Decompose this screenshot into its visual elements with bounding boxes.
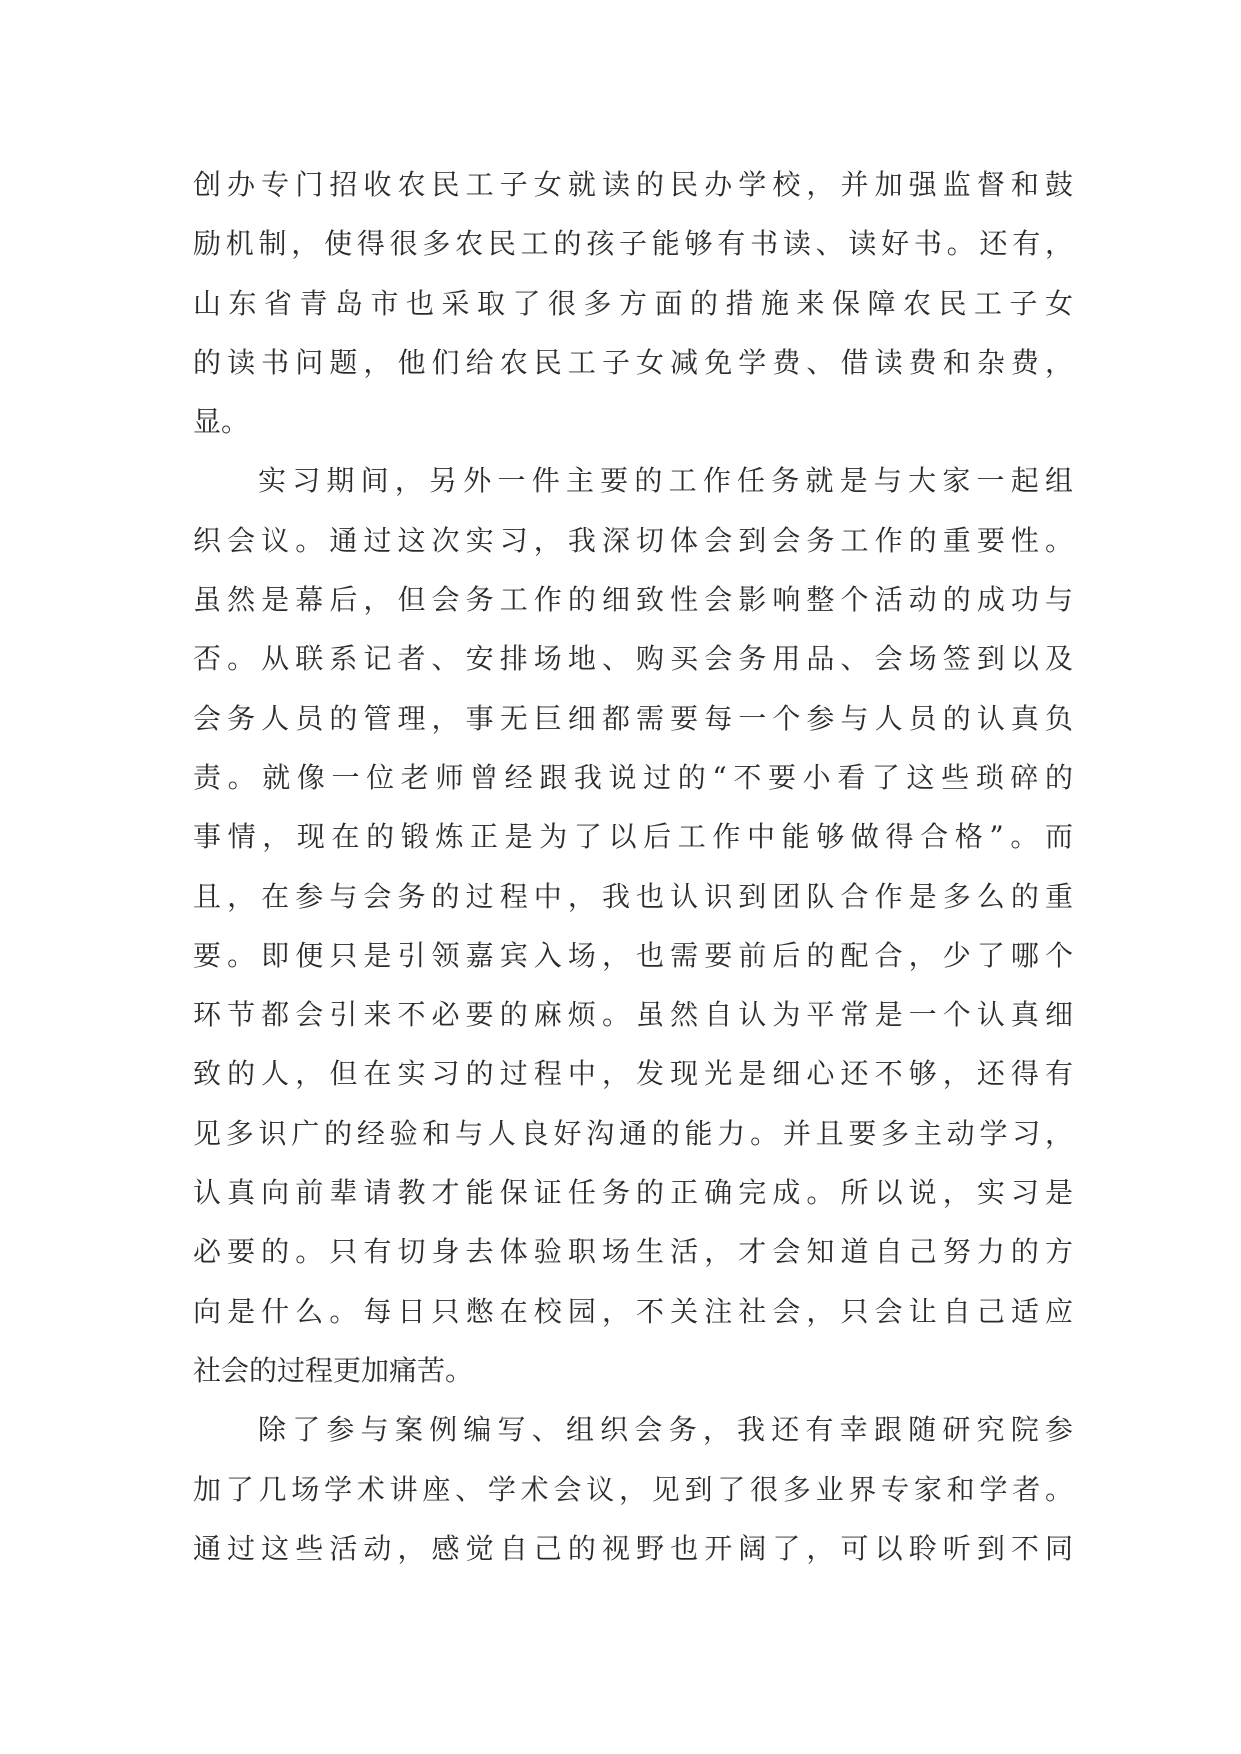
text-line: 织会议。通过这次实习，我深切体会到会务工作的重要性。: [193, 523, 1073, 557]
text-line: 要。即便只是引领嘉宾入场，也需要前后的配合，少了哪个: [193, 938, 1073, 972]
text-line: 的读书问题，他们给农民工子女减免学费、借读费和杂费，: [193, 345, 1073, 379]
text-line: 环节都会引来不必要的麻烦。虽然自认为平常是一个认真细: [193, 998, 1073, 1032]
text-line: 实习期间，另外一件主要的工作任务就是与大家一起组: [258, 464, 1073, 498]
paragraph-1: [193, 155, 1073, 451]
text-line: 事情，现在的锻炼正是为了以后工作中能够做得合格”。而: [193, 820, 1073, 854]
text-line: 致的人，但在实习的过程中，发现光是细心还不够，还得有: [193, 1057, 1073, 1091]
text-line: 认真向前辈请教才能保证任务的正确完成。所以说，实习是: [193, 1176, 1073, 1210]
text-line: 励机制，使得很多农民工的孩子能够有书读、读好书。还有，: [193, 227, 1073, 261]
text-line: 会务人员的管理，事无巨细都需要每一个参与人员的认真负: [193, 701, 1073, 735]
text-line: 见多识广的经验和与人良好沟通的能力。并且要多主动学习，: [193, 1116, 1073, 1150]
text-line: 责。就像一位老师曾经跟我说过的“不要小看了这些琐碎的: [193, 760, 1073, 794]
text-line: 必要的。只有切身去体验职场生活，才会知道自己努力的方: [193, 1235, 1073, 1269]
paragraph-2: [193, 451, 1073, 1400]
text-line: 社会的过程更加痛苦。: [193, 1353, 474, 1387]
text-line: 除了参与案例编写、组织会务，我还有幸跟随研究院参: [258, 1413, 1073, 1447]
text-line: 否。从联系记者、安排场地、购买会务用品、会场签到以及: [193, 642, 1073, 676]
text-line: 虽然是幕后，但会务工作的细致性会影响整个活动的成功与: [193, 583, 1073, 617]
text-line: 向是什么。每日只憋在校园，不关注社会，只会让自己适应: [193, 1294, 1073, 1328]
text-line: 通过这些活动，感觉自己的视野也开阔了，可以聆听到不同: [193, 1531, 1073, 1565]
text-line: 显。: [193, 405, 250, 439]
text-line: 且，在参与会务的过程中，我也认识到团队合作是多么的重: [193, 879, 1073, 913]
text-line: 加了几场学术讲座、学术会议，见到了很多业界专家和学者。: [193, 1472, 1073, 1506]
text-line: 山东省青岛市也采取了很多方面的措施来保障农民工子女: [193, 286, 1073, 320]
paragraph-3: [193, 1400, 1073, 1578]
body-text: [193, 155, 1073, 1578]
text-line: 创办专门招收农民工子女就读的民办学校，并加强监督和鼓: [193, 168, 1073, 201]
